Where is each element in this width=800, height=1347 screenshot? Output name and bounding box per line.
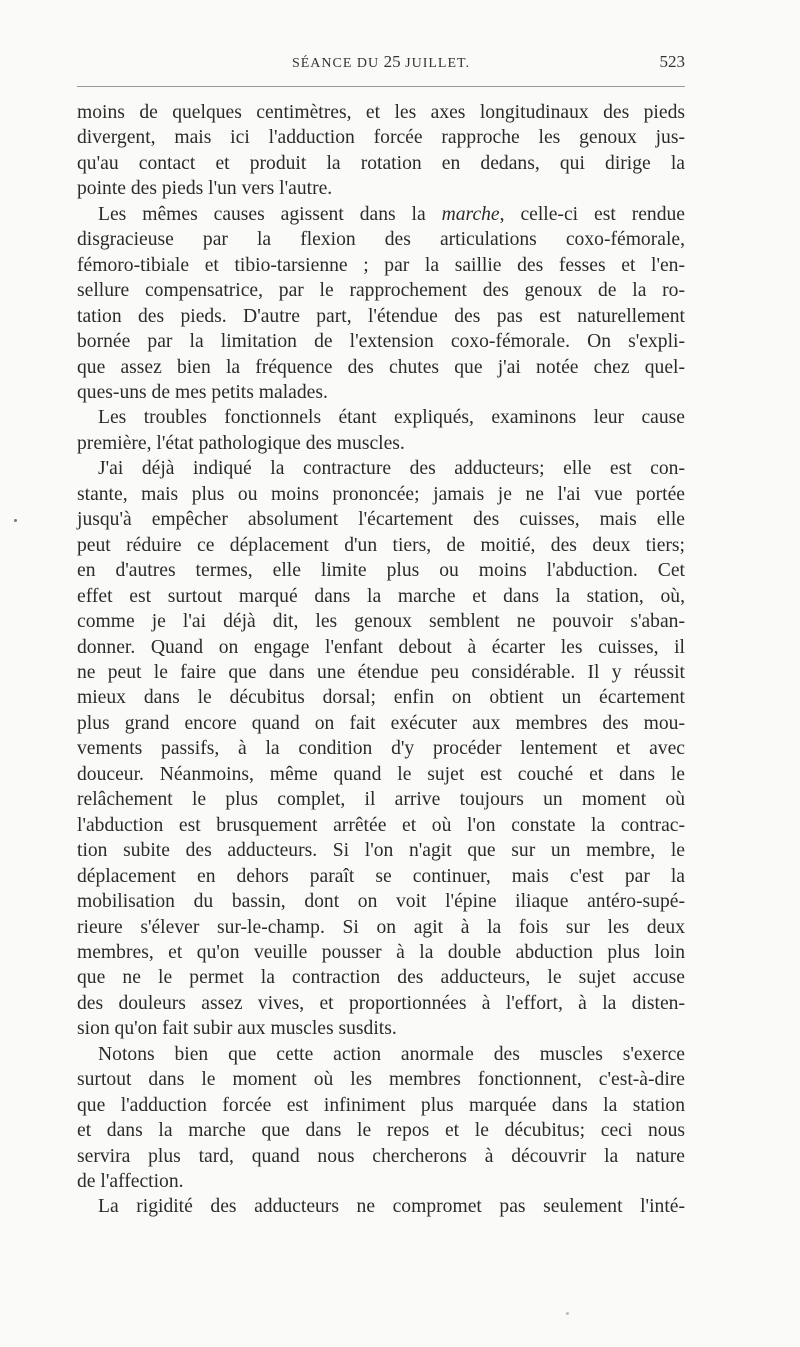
- text-line: que l'adduction forcée est infiniment plus marquée dans la station: [77, 1094, 685, 1116]
- bottom-speck: [566, 1312, 569, 1315]
- text-line: disgracieuse par la flexion des articulations coxo-fémorale,: [77, 229, 685, 251]
- paragraph-2: [77, 202, 685, 406]
- text-line: peut réduire ce déplacement d'un tiers, de moitié, des deux tiers;: [77, 534, 685, 556]
- emphasis-marche: marche: [441, 203, 500, 225]
- text-line: ques-uns de mes petits malades.: [77, 381, 328, 403]
- text-line: tion subite des adducteurs. Si l'on n'agit que sur un membre, le: [77, 840, 685, 862]
- text-line: bornée par la limitation de l'extension coxo-fémorale. On s'expli-: [77, 331, 685, 353]
- text-line: sellure compensatrice, par le rapprochement des genoux de la ro-: [77, 280, 685, 302]
- text-line: et dans la marche que dans le repos et le décubitus; ceci nous: [77, 1120, 685, 1142]
- text-line: ne peut le faire que dans une étendue peu considérable. Il y réussit: [77, 661, 685, 683]
- text-line: membres, et qu'on veuille pousser à la double abduction plus loin: [77, 941, 685, 963]
- text-line: mieux dans le décubitus dorsal; enfin on obtient un écartement: [77, 687, 685, 709]
- text-line: douceur. Néanmoins, même quand le sujet est couché et dans le: [77, 763, 685, 785]
- text-line: divergent, mais ici l'adduction forcée rapproche les genoux jus-: [77, 127, 685, 149]
- text-line: effet est surtout marqué dans la marche et dans la station, où,: [77, 585, 685, 607]
- text-line: qu'au contact et produit la rotation en dedans, qui dirige la: [77, 152, 685, 174]
- text-line: des douleurs assez vives, et proportionnées à l'effort, à la disten-: [77, 992, 685, 1014]
- text-line: La rigidité des adducteurs ne compromet pas seulement l'inté-: [98, 1196, 685, 1218]
- paragraph-4: [77, 456, 685, 1041]
- text-run: , celle-ci est rendue: [499, 203, 685, 225]
- running-title-prefix: SÉANCE DU: [291, 56, 384, 71]
- text-line: stante, mais plus ou moins prononcée; jamais je ne l'ai vue portée: [77, 483, 685, 505]
- text-line: relâchement le plus complet, il arrive toujours un moment où: [77, 789, 685, 811]
- text-line: que assez bien la fréquence des chutes que j'ai notée chez quel-: [77, 356, 685, 378]
- text-line: mobilisation du bassin, dont on voit l'épine iliaque antéro-supé-: [77, 891, 685, 913]
- text-line: l'abduction est brusquement arrêtée et où l'on constate la contrac-: [77, 814, 685, 836]
- running-title-date: 25: [383, 52, 401, 71]
- running-title: [77, 52, 685, 72]
- running-title-suffix: JUILLET.: [400, 56, 471, 71]
- text-line: donner. Quand on engage l'enfant debout à écarter les cuisses, il: [77, 636, 685, 658]
- text-line: fémoro-tibiale et tibio-tarsienne ; par la saillie des fesses et l'en-: [77, 254, 685, 276]
- text-line: déplacement en dehors paraît se continuer, mais c'est par la: [77, 865, 685, 887]
- text-line: servira plus tard, quand nous chercherons à découvrir la nature: [77, 1145, 685, 1167]
- text-line: en d'autres termes, elle limite plus ou moins l'abduction. Cet: [77, 560, 685, 582]
- paragraph-6: [77, 1194, 685, 1219]
- margin-speck: [14, 519, 17, 522]
- text-line: surtout dans le moment où les membres fonctionnent, c'est-à-dire: [77, 1069, 685, 1091]
- text-run: Les mêmes causes agissent dans la: [98, 203, 442, 225]
- page-number: 523: [659, 52, 685, 71]
- running-head: [77, 52, 685, 78]
- body-text: [77, 100, 685, 1220]
- paragraph-5: [77, 1042, 685, 1195]
- text-line: rieure s'élever sur-le-champ. Si on agit à la fois sur les deux: [77, 916, 685, 938]
- text-line: plus grand encore quand on fait exécuter aux membres des mou-: [77, 712, 685, 734]
- text-line: que ne le permet la contraction des adducteurs, le sujet accuse: [77, 967, 685, 989]
- text-line: [77, 202, 685, 227]
- header-rule: [77, 86, 685, 87]
- text-line: sion qu'on fait subir aux muscles susdits.: [77, 1018, 397, 1040]
- text-line: première, l'état pathologique des muscles.: [77, 432, 405, 454]
- text-line: Les troubles fonctionnels étant expliqués, examinons leur cause: [98, 407, 685, 429]
- text-line: Notons bien que cette action anormale des muscles s'exerce: [98, 1043, 685, 1065]
- text-line: de l'affection.: [77, 1171, 184, 1193]
- text-line: jusqu'à empêcher absolument l'écartement des cuisses, mais elle: [77, 509, 685, 531]
- text-line: pointe des pieds l'un vers l'autre.: [77, 178, 333, 200]
- text-line: J'ai déjà indiqué la contracture des adducteurs; elle est con-: [98, 458, 685, 480]
- text-line: comme je l'ai déjà dit, les genoux semblent ne pouvoir s'aban-: [77, 611, 685, 633]
- paragraph-1: [77, 100, 685, 202]
- text-line: moins de quelques centimètres, et les axes longitudinaux des pieds: [77, 102, 685, 123]
- text-line: vements passifs, à la condition d'y procéder lentement et avec: [77, 738, 685, 760]
- text-line: tation des pieds. D'autre part, l'étendue des pas est naturellement: [77, 305, 685, 327]
- paragraph-3: [77, 405, 685, 456]
